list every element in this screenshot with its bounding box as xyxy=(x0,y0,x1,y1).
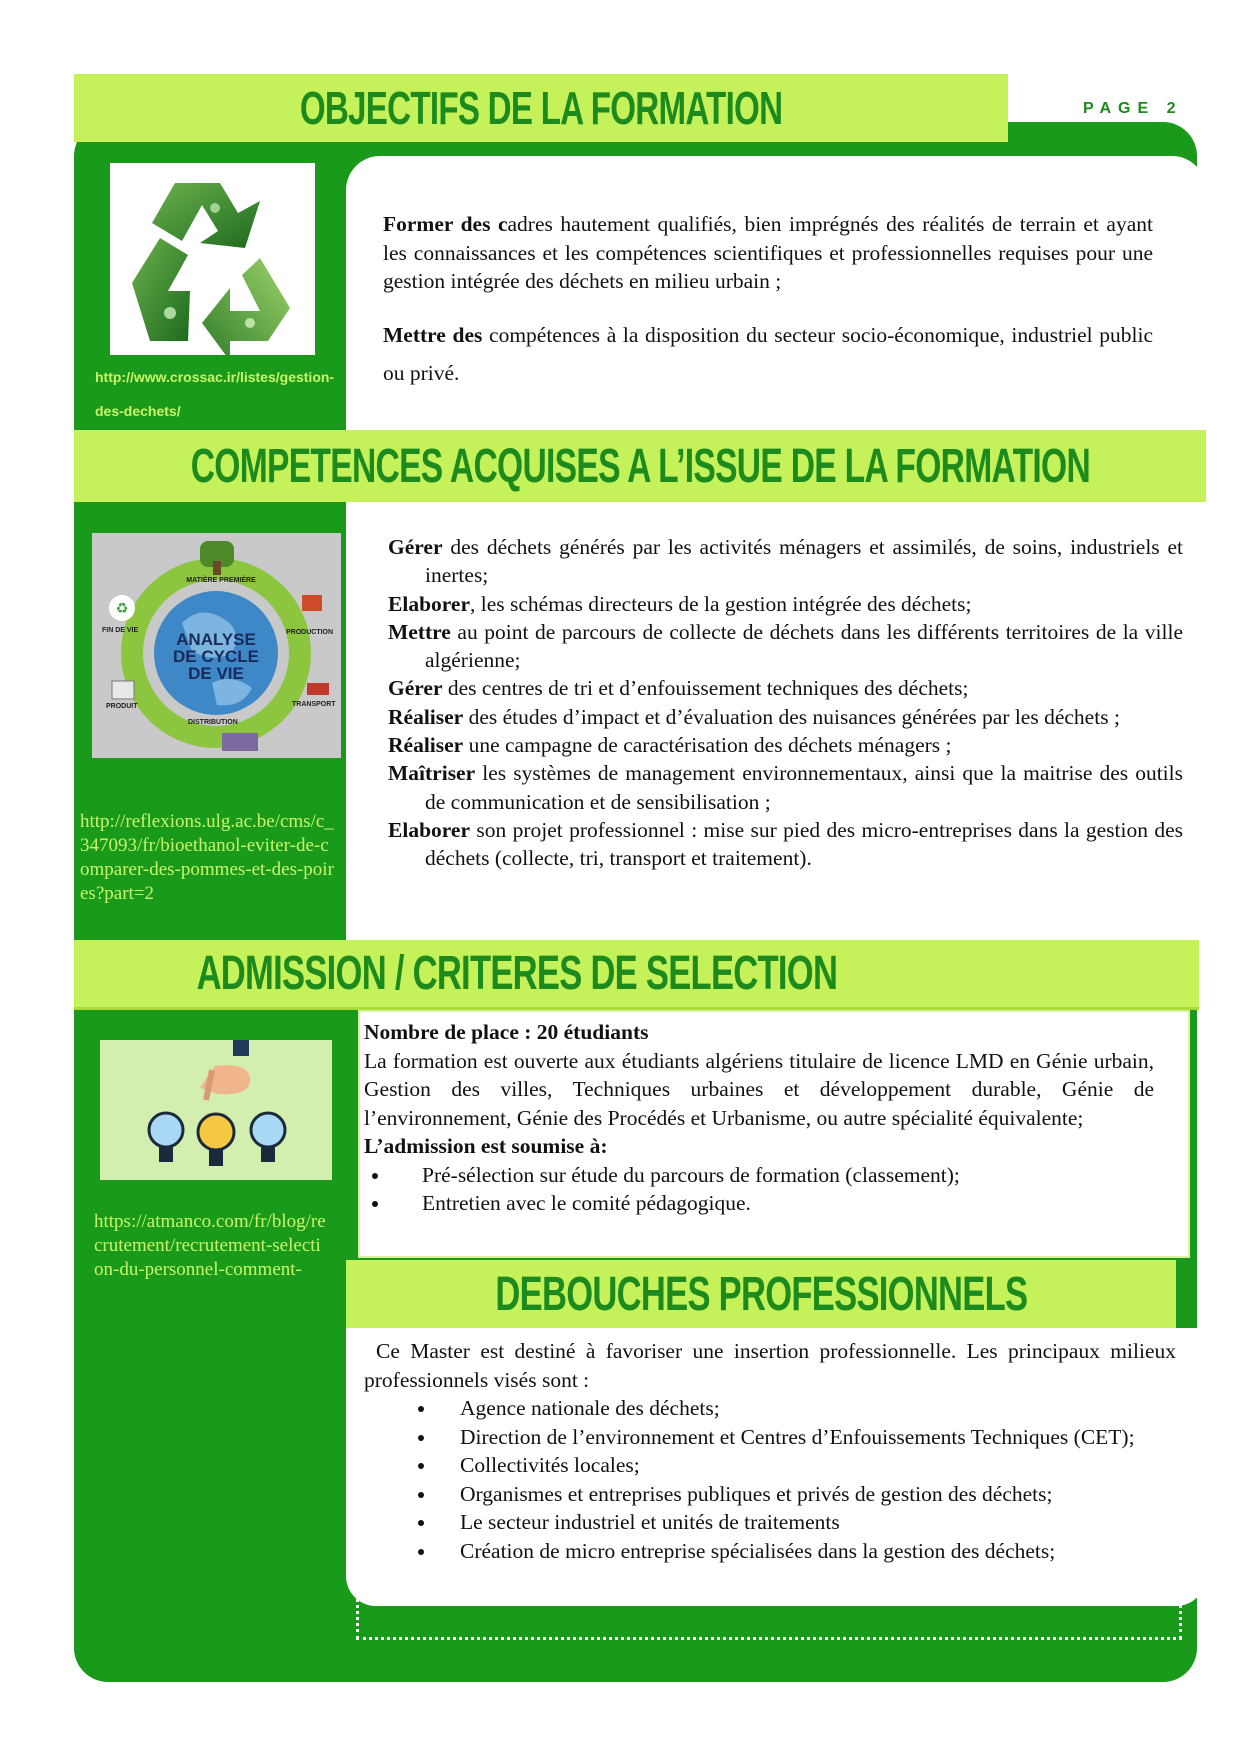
competence-item: Réaliser une campagne de caractérisation des déchets ménagers ; xyxy=(388,733,952,758)
admission-criteria-list xyxy=(364,1161,1154,1218)
competence-item: Gérer des déchets générés par les activités ménagers et assimilés, de soins, industriels et inertes; xyxy=(388,535,1183,588)
admission-title: ADMISSION / CRITERES DE SELECTION xyxy=(196,947,837,1000)
life-cycle-label-left-bottom: PRODUIT xyxy=(106,703,138,710)
competence-item: Mettre au point de parcours de collecte de déchets dans les différents territoires de la ville algérienne; xyxy=(388,619,1183,673)
list-item: Pré-sélection sur étude du parcours de formation (classement); xyxy=(364,1161,1154,1190)
list-item: Organismes et entreprises publiques et privés de gestion des déchets; xyxy=(364,1480,1176,1509)
competence-item: Maîtriser les systèmes de management environnementaux, ainsi que la maitrise des outils de communication et de sensibilisation ; xyxy=(388,761,1183,814)
life-cycle-label-left-top: FIN DE VIE xyxy=(102,627,139,634)
debouches-title: DEBOUCHES PROFESSIONNELS xyxy=(495,1267,1027,1321)
admission-image-caption[interactable]: https://atmanco.com/fr/blog/recrutement/recrutement-selection-du-personnel-comment- xyxy=(94,1211,326,1280)
debouches-title-bar xyxy=(346,1260,1176,1328)
objectifs-paragraph-1: Former des cadres hautement qualifiés, bien imprégnés des réalités de terrain et ayant les connaissances et les compétences scientifiques et professionnelles requises pour une gestion intégrée des déchets en milieu urbain ; xyxy=(383,212,1153,293)
competence-item: Elaborer son projet professionnel : mise sur pied des micro-entreprises dans la gestion des déchets (collecte, tri, transport et traitement). xyxy=(388,817,1183,871)
list-item: Entretien avec le comité pédagogique. xyxy=(364,1189,1154,1218)
page-number: PAGE 2 xyxy=(1083,100,1183,117)
life-cycle-label-top: MATIÈRE PREMIÈRE xyxy=(186,577,256,584)
life-cycle-label-bottom: DISTRIBUTION xyxy=(188,719,238,726)
list-item: Agence nationale des déchets; xyxy=(364,1394,1176,1423)
admission-description: La formation est ouverte aux étudiants algériens titulaire de licence LMD en Génie urbain, Gestion des villes, Techniques urbaines et développement durable, Génie de l’environnement, Génie des Procédés et Urbanisme, ou autre spécialité équivalente; xyxy=(364,1048,1154,1130)
svg-text:♻: ♻ xyxy=(115,601,129,617)
debouches-list xyxy=(364,1394,1176,1565)
debouches-text xyxy=(364,1337,1176,1565)
lightbulb-icon xyxy=(100,1040,332,1180)
life-cycle-center-label: ANALYSE DE CYCLE DE VIE xyxy=(173,630,259,683)
objectifs-title: OBJECTIFS DE LA FORMATION xyxy=(299,82,783,134)
life-cycle-label-right-top: PRODUCTION xyxy=(286,629,334,636)
competences-image-caption[interactable]: http://reflexions.ulg.ac.be/cms/c_347093/fr/bioethanol-eviter-de-comparer-des-pommes-et-des-poires?part=2 xyxy=(80,811,334,904)
objectifs-paragraph-2: Mettre des compétences à la disposition du secteur socio-économique, industriel public ou privé. xyxy=(383,322,1153,385)
admission-places: Nombre de place : 20 étudiants xyxy=(364,1020,649,1044)
admission-text xyxy=(364,1018,1154,1218)
debouches-intro: Ce Master est destiné à favoriser une insertion professionnelle. Les principaux milieux professionnels visés sont : xyxy=(364,1339,1176,1392)
life-cycle-label-right-bottom: TRANSPORT xyxy=(292,701,336,708)
competences-list xyxy=(388,533,1183,873)
life-cycle-image xyxy=(92,533,341,758)
list-item: Création de micro entreprise spécialisées dans la gestion des déchets; xyxy=(364,1537,1176,1566)
admission-title-bar xyxy=(74,940,1199,1010)
competence-item: Gérer des centres de tri et d’enfouissement techniques des déchets; xyxy=(388,676,969,701)
recycling-image xyxy=(110,163,315,355)
competences-title-bar xyxy=(74,430,1206,502)
objectifs-text xyxy=(383,210,1153,412)
recycle-icon xyxy=(110,163,315,355)
recruitment-image xyxy=(100,1040,332,1180)
competence-item: Elaborer, les schémas directeurs de la gestion intégrée des déchets; xyxy=(388,591,972,616)
list-item: Le secteur industriel et unités de traitements xyxy=(364,1508,1176,1537)
list-item: Direction de l’environnement et Centres d’Enfouissements Techniques (CET); xyxy=(364,1423,1176,1452)
objectifs-title-bar xyxy=(74,74,1008,142)
competence-item: Réaliser des études d’impact et d’évaluation des nuisances générées par les déchets ; xyxy=(388,704,1120,729)
competences-title: COMPETENCES ACQUISES A L’ISSUE DE LA FORMATION xyxy=(190,439,1090,493)
objectifs-image-caption[interactable]: http://www.crossac.ir/listes/gestion-des-dechets/ xyxy=(95,369,335,419)
admission-heading: L’admission est soumise à: xyxy=(364,1134,608,1158)
list-item: Collectivités locales; xyxy=(364,1451,1176,1480)
